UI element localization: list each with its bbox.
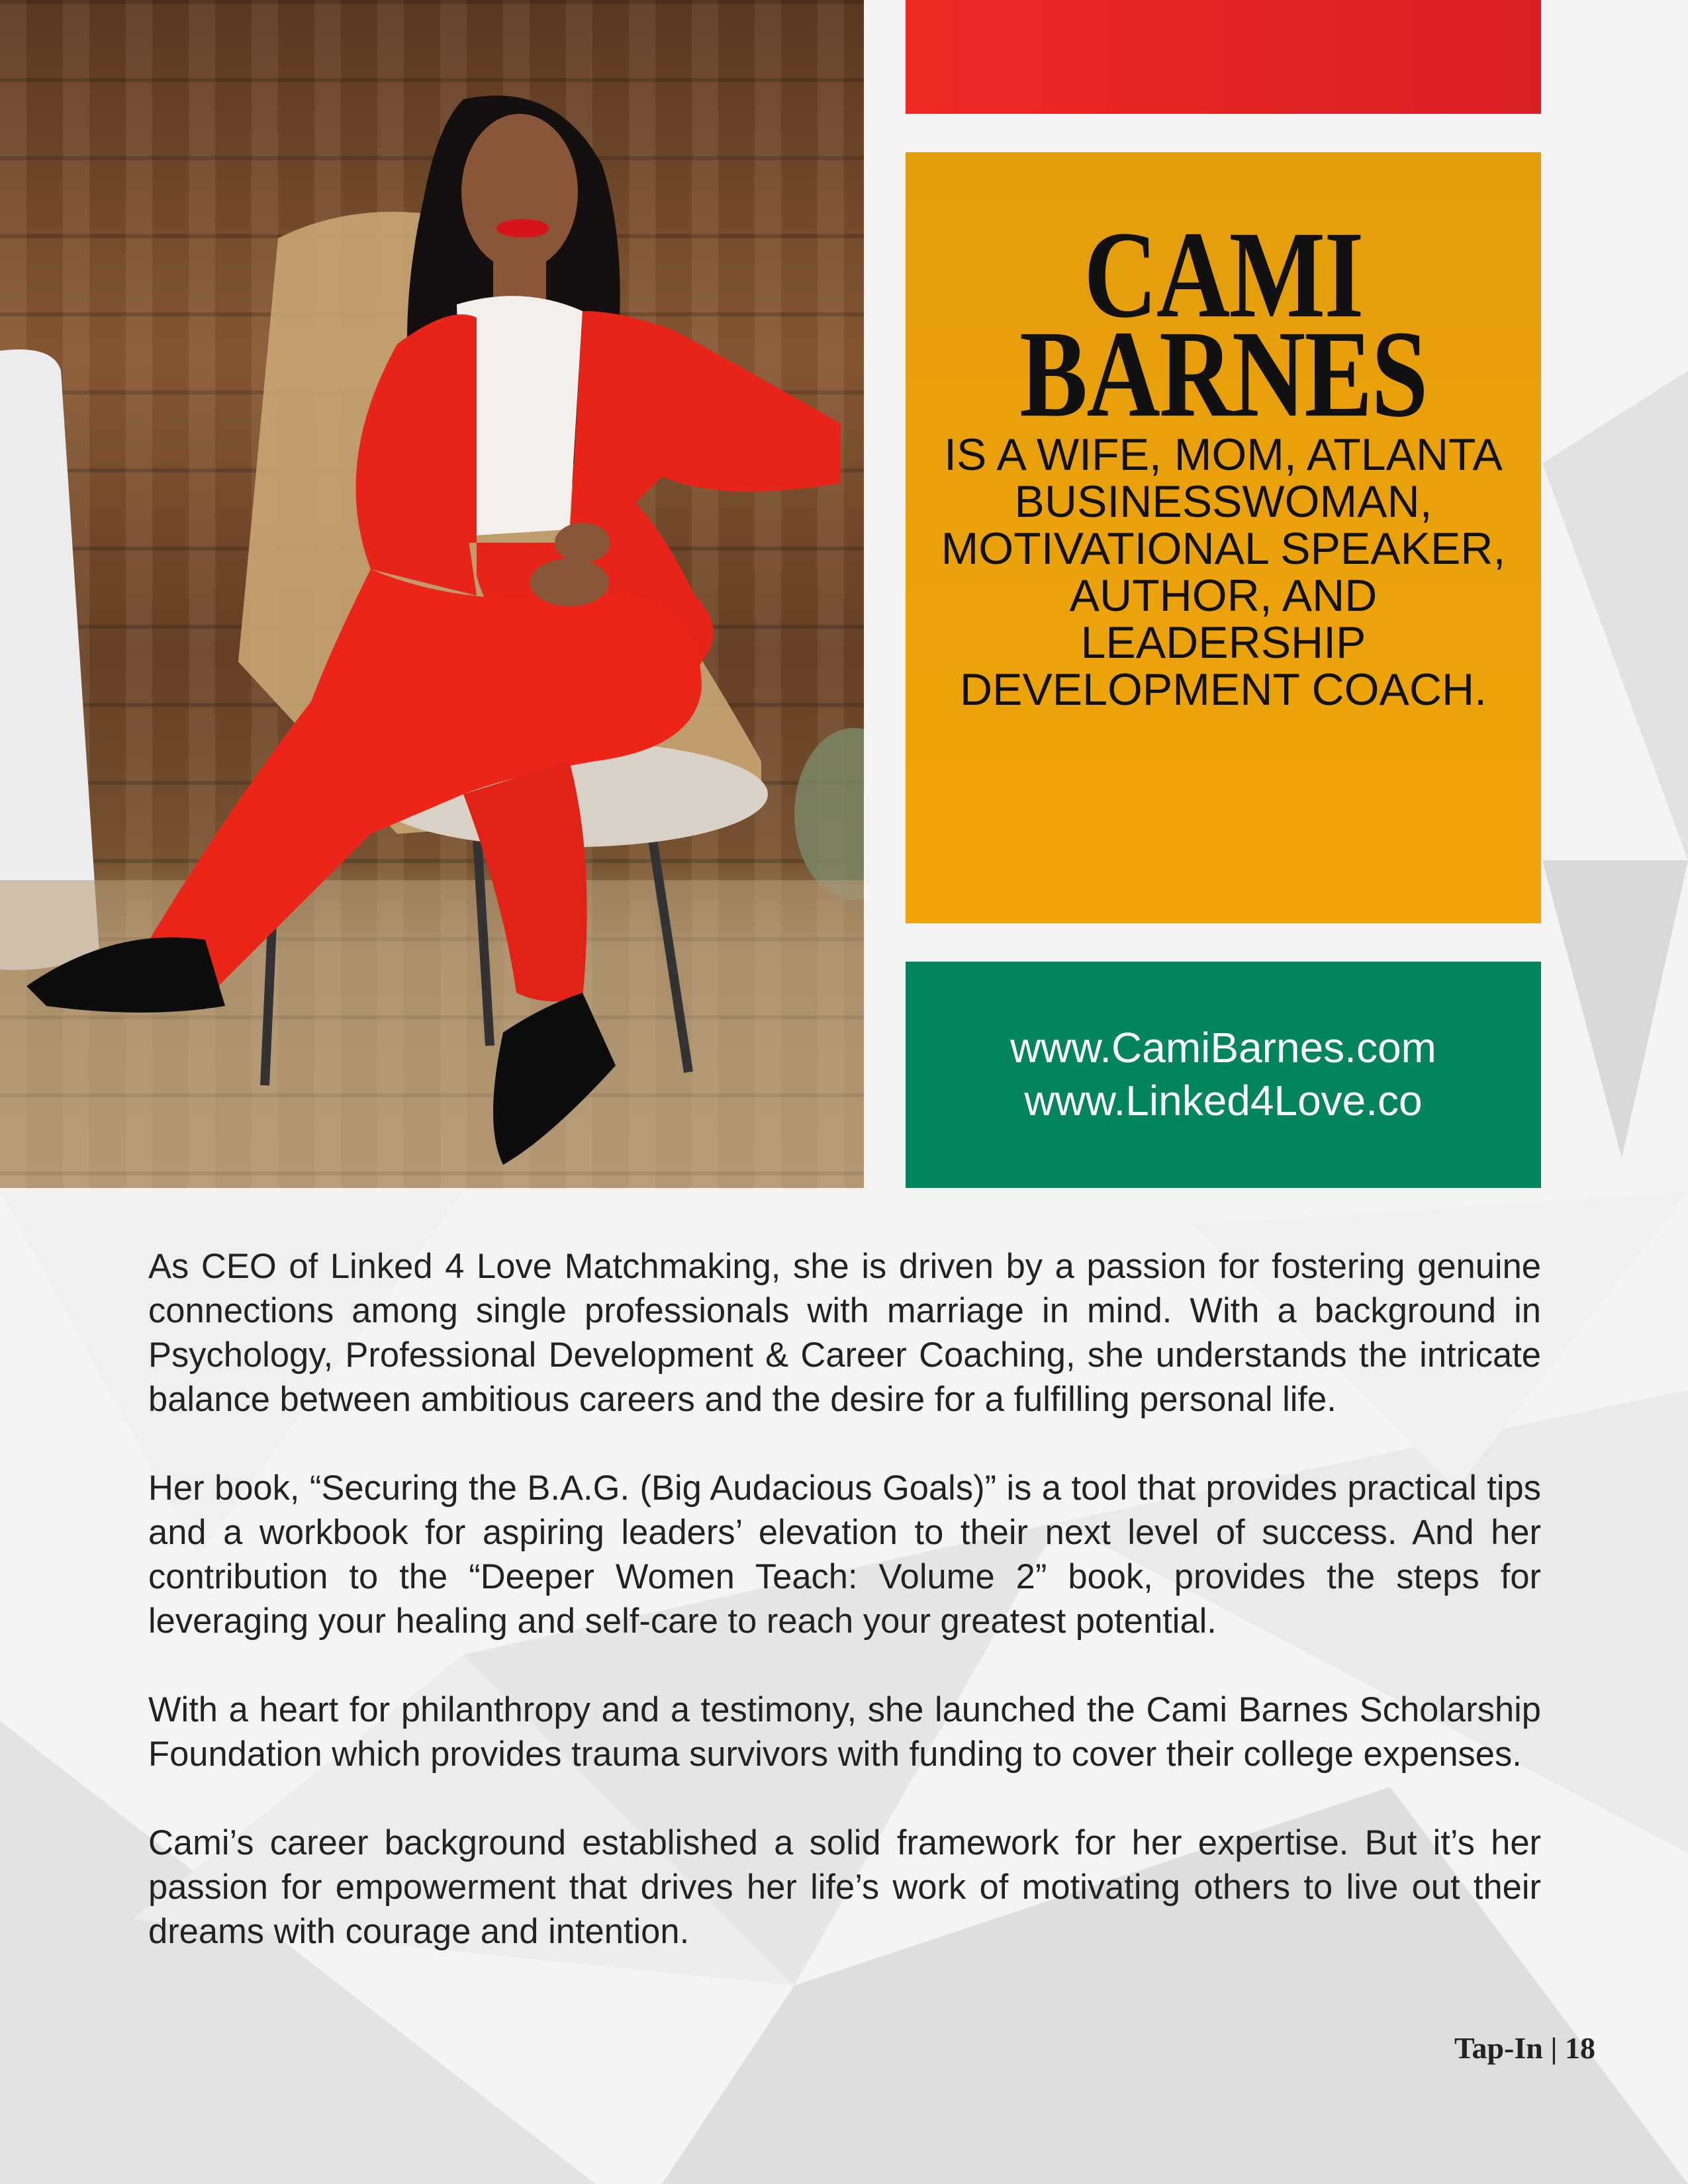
last-name: BARNES (1019, 304, 1427, 443)
profile-tagline: IS A WIFE, MOM, ATLANTA BUSINESSWOMAN, MOTIVATIONAL SPEAKER, AUTHOR, AND LEADERSHIP DEVELOPMENT COACH. (941, 430, 1506, 715)
red-accent-bar (906, 0, 1541, 114)
website-link-linked4love[interactable]: www.Linked4Love.co (1024, 1077, 1423, 1124)
links-box (906, 962, 1541, 1188)
paragraph-3: With a heart for philanthropy and a testimony, she launched the Cami Barnes Scholarship Foundation which provides trauma survivors with funding to cover their college expenses. (148, 1690, 1541, 1774)
portrait-photo (0, 0, 864, 1188)
profile-box (906, 152, 1541, 923)
paragraph-4: Cami’s career background established a solid framework for her expertise. But it’s her passion for empowerment that drives her life’s work of motivating others to live out their dreams with courage and intention. (148, 1823, 1541, 1951)
article-body (148, 1244, 1541, 1998)
page-footer: Tap-In | 18 (1454, 2031, 1595, 2065)
website-link-camibarnes[interactable]: www.CamiBarnes.com (1010, 1024, 1436, 1071)
first-name: CAMI (1084, 205, 1363, 343)
paragraph-1: As CEO of Linked 4 Love Matchmaking, she is driven by a passion for fostering genuine connections among single professionals with marriage in mind. With a background in Psychology, Professional Development & Career Coaching, she understands the intricate balance between ambitious careers and the desire for a fulfilling personal life. (148, 1247, 1541, 1419)
paragraph-2: Her book, “Securing the B.A.G. (Big Audacious Goals)” is a tool that provides practical tips and a workbook for aspiring leaders’ elevation to their next level of success. And her contribution to the “Deeper Women Teach: Volume 2” book, provides the steps for leveraging your healing and self-care to reach your greatest potential. (148, 1469, 1541, 1641)
